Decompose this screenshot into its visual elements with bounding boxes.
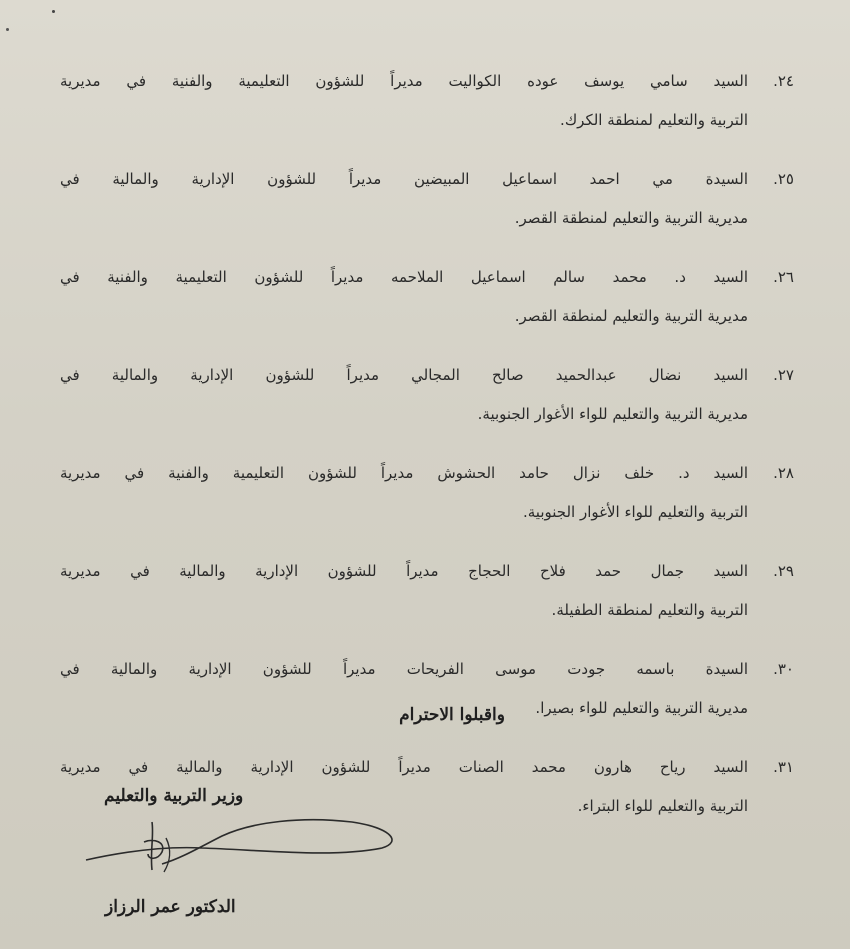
item-line: السيد نضال عبدالحميد صالح المجالي مديراً للشؤون الإدارية والمالية في xyxy=(60,366,748,384)
list-item xyxy=(60,454,794,532)
list-item xyxy=(60,160,794,238)
signatory-title: وزير التربية والتعليم xyxy=(104,786,244,806)
list-item xyxy=(60,552,794,630)
item-text xyxy=(60,356,748,434)
item-line: التربية والتعليم للواء الأغوار الجنوبية. xyxy=(522,503,748,521)
item-number: ٢٤. xyxy=(773,72,794,90)
list-item xyxy=(60,258,794,336)
item-line: مديرية التربية والتعليم لمنطقة القصر. xyxy=(514,307,748,325)
item-text xyxy=(60,62,748,140)
item-line: السيد رياح هارون محمد الصنات مديراً للشؤون الإدارية والمالية في مديرية xyxy=(60,758,748,776)
item-number: ٣٠. xyxy=(773,660,794,678)
item-line: التربية والتعليم لمنطقة الكرك. xyxy=(560,111,748,129)
item-line: مديرية التربية والتعليم للواء بصيرا. xyxy=(535,699,748,717)
paper-speck xyxy=(52,10,55,13)
item-line: مديرية التربية والتعليم للواء الأغوار الجنوبية. xyxy=(477,405,748,423)
item-line: التربية والتعليم لمنطقة الطفيلة. xyxy=(551,601,748,619)
item-number: ٢٨. xyxy=(773,464,794,482)
item-text xyxy=(60,552,748,630)
item-line: السيد د. محمد سالم اسماعيل الملاحمه مديراً للشؤون التعليمية والفنية في xyxy=(60,268,748,286)
list-item xyxy=(60,356,794,434)
item-number: ٢٦. xyxy=(773,268,794,286)
item-text xyxy=(60,160,748,238)
item-line: السيدة مي احمد اسماعيل المبيضين مديراً للشؤون الإدارية والمالية في xyxy=(60,170,748,188)
paper-speck xyxy=(6,28,9,31)
item-line: التربية والتعليم للواء البتراء. xyxy=(577,797,748,815)
list-item xyxy=(60,62,794,140)
item-line: السيدة باسمه جودت موسى الفريحات مديراً للشؤون الإدارية والمالية في xyxy=(60,660,748,678)
item-number: ٢٧. xyxy=(773,366,794,384)
item-line: مديرية التربية والتعليم لمنطقة القصر. xyxy=(514,209,748,227)
item-line: السيد د. خلف نزال حامد الحشوش مديراً للشؤون التعليمية والفنية في مديرية xyxy=(60,464,748,482)
handwritten-signature xyxy=(82,808,402,878)
item-text xyxy=(60,454,748,532)
appointment-list xyxy=(60,62,794,846)
item-text xyxy=(60,258,748,336)
item-line: السيد سامي يوسف عوده الكواليت مديراً للشؤون التعليمية والفنية في مديرية xyxy=(60,72,748,90)
closing-salutation: واقبلوا الاحترام xyxy=(399,705,505,725)
item-number: ٢٥. xyxy=(773,170,794,188)
item-number: ٢٩. xyxy=(773,562,794,580)
item-line: السيد جمال حمد فلاح الحجاج مديراً للشؤون الإدارية والمالية في مديرية xyxy=(60,562,748,580)
item-number: ٣١. xyxy=(773,758,794,776)
signatory-name: الدكتور عمر الرزاز xyxy=(105,897,236,917)
